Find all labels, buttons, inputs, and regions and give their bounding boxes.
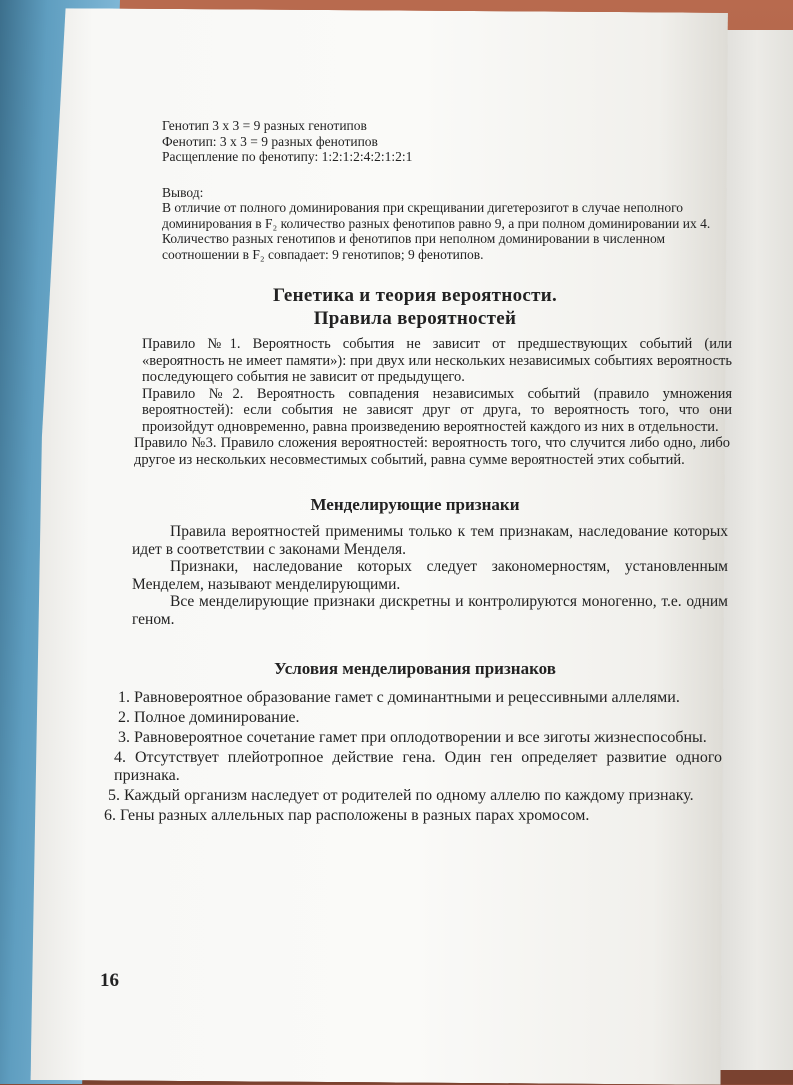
section-title-probability: Генетика и теория вероятности. <box>272 285 558 306</box>
rule-2: Правило №2. Вероятность совпадения независимых событий (правило умножения вероятностей): если события не зависят друг от друга, то вероятность того, что они произойдут одновременно, равна произведению вероятностей каждого из них в отдельности. <box>142 385 732 435</box>
section-subtitle-rules: Правила вероятностей <box>313 308 517 329</box>
rule-3: Правило №3. Правило сложения вероятностей: вероятность того, что случится либо одно, либо другое из нескольких несовместимых событий, равна сумме вероятностей этих событий. <box>134 435 730 468</box>
conclusion-label: Вывод: <box>162 184 204 200</box>
page-number: 16 <box>100 970 119 991</box>
conclusion-paragraph-1: В отличие от полного доминирования при скрещивании дигетерозигот в случае неполного доминирования в F₂ количество разных фенотипов равно 9, а при полном доминировании их 4. <box>162 200 711 231</box>
phenotype-line: Фенотип: 3 х 3 = 9 разных фенотипов <box>162 133 378 149</box>
condition-item: 1. Равновероятное образование гамет с доминантными и рецессивными аллелями. <box>118 689 680 706</box>
condition-item: 3. Равновероятное сочетание гамет при оплодотворении и все зиготы жизнеспособны. <box>118 729 707 746</box>
condition-item: 2. Полное доминирование. <box>118 709 300 726</box>
condition-item: 4. Отсутствует плейотропное действие гена. Один ген определяет развитие одного признака. <box>114 749 722 784</box>
mendelian-paragraph-3: Все менделирующие признаки дискретны и контролируются моногенно, т.е. одним геном. <box>132 593 728 628</box>
condition-item: 6. Гены разных аллельных пар расположены в разных парах хромосом. <box>104 807 590 824</box>
mendelian-paragraph-1: Правила вероятностей применимы только к тем признакам, наследование которых идет в соответствии с законами Менделя. <box>132 523 728 558</box>
split-line: Расщепление по фенотипу: 1:2:1:2:4:2:1:2:1 <box>162 149 413 164</box>
probability-rules <box>100 336 732 468</box>
genotype-summary <box>100 118 722 262</box>
mendelian-traits-text <box>100 523 728 628</box>
section-title-mendelian: Менделирующие признаки <box>310 495 520 514</box>
rule-1: Правило №1. Вероятность события не зависит от предшествующих событий (или «вероятность не имеет памяти»): при двух или нескольких независимых событиях вероятность последующего события не зависит от предыдущего. <box>142 336 732 385</box>
conclusion-paragraph-2: Количество разных генотипов и фенотипов при неполном доминировании в численном соотношении в F₂ совпадает: 9 генотипов; 9 фенотипов. <box>162 231 666 262</box>
section-title-conditions: Условия менделирования признаков <box>274 659 556 678</box>
condition-item: 5. Каждый организм наследует от родителей по одному аллелю по каждому признаку. <box>108 787 694 804</box>
mendelian-paragraph-2: Признаки, наследование которых следует закономерностям, установленным Менделем, называют менделирующими. <box>132 558 728 593</box>
page-content <box>100 118 730 827</box>
conditions-list <box>100 689 722 825</box>
genotype-line: Генотип 3 х 3 = 9 разных генотипов <box>162 118 367 133</box>
